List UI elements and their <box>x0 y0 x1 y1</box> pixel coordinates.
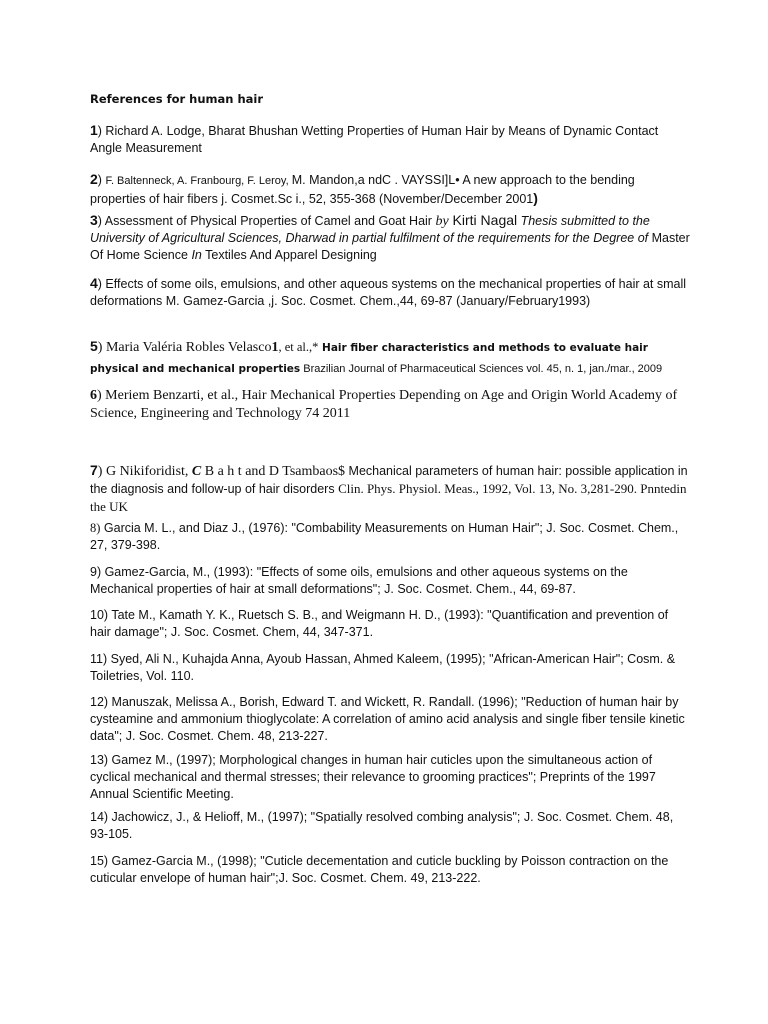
ref-authors-2: M. Mandon,a ndC . VAYSSI]L• <box>291 173 460 187</box>
reference-7 <box>90 462 690 516</box>
ref-text: ) <box>97 173 106 187</box>
ref-affil: 1 <box>271 340 279 355</box>
ref-text: A new approach to the bending properties of hair fibers j. Cosmet.Sc i., 52, 355-368 (November/December 2001 <box>90 173 635 206</box>
ref-author-2: B a h t and D Tsambaos$ <box>201 464 346 479</box>
reference-2 <box>90 171 690 208</box>
reference-9: 9) Gamez-Garcia, M., (1993): "Effects of some oils, emulsions and other aqueous systems on the Mechanical properties of hair at small deformations"; J. Soc. Cosmet. Chem., 44, 69-87. <box>90 565 628 596</box>
ref-number: 2 <box>90 171 98 187</box>
reference-3 <box>90 212 690 264</box>
page-title: References for human hair <box>90 92 264 106</box>
ref-journal: Clin. Phys. Physiol. Meas., 1992, Vol. 13, No. 3,281-290. Pnntedin the UK <box>90 481 687 514</box>
ref-authors: F. Baltenneck, A. Franbourg, F. Leroy, <box>105 175 292 187</box>
ref-by: by <box>435 214 449 229</box>
reference-1 <box>90 122 690 157</box>
reference-14: 14) Jachowicz, J., & Helioff, M., (1997); "Spatially resolved combing analysis"; J. Soc. Cosmet. Chem. 48, 93-105. <box>90 810 674 841</box>
ref-author: ) Maria Valéria Robles Velasco <box>97 340 272 355</box>
ref-etal: , et al.,* <box>278 340 319 354</box>
reference-15: 15) Gamez-Garcia M., (1998); "Cuticle decementation and cuticle buckling by Poisson contraction on the cuticular envelope of human hair";J. Soc. Cosmet. Chem. 49, 213-222. <box>90 854 669 885</box>
ref-number: 1 <box>90 122 98 138</box>
ref-author: ) G Nikiforidist, <box>97 464 192 479</box>
ref-paren: ) <box>533 190 538 206</box>
ref-number: 6 <box>90 388 97 403</box>
ref-number: 7 <box>90 462 98 478</box>
ref-in: In <box>191 248 202 262</box>
ref-journal: Brazilian Journal of Pharmaceutical Sciences vol. 45, n. 1, jan./mar., 2009 <box>300 363 663 375</box>
reference-13: 13) Gamez M., (1997); Morphological changes in human hair cuticles upon the simultaneous action of cyclical mechanical and thermal stresses; their relevance to grooming practices"; Preprints of the 1997 Annual Scientific Meeting. <box>90 753 656 801</box>
reference-5 <box>90 336 690 379</box>
reference-12: 12) Manuszak, Melissa A., Borish, Edward T. and Wickett, R. Randall. (1996); "Reduction of human hair by cysteamine and ammonium thioglycolate: A correlation of amino acid analysis and single fiber tensile kinetic data"; J. Soc. Cosmet. Chem. 48, 213-227. <box>90 695 685 743</box>
ref-initial: C <box>191 464 202 479</box>
ref-number: 5 <box>90 338 98 354</box>
ref-degree: Master Of Home Science <box>90 231 690 262</box>
ref-author: Kirti Nagal <box>448 212 518 228</box>
ref-number: 8) <box>90 521 101 535</box>
reference-4 <box>90 275 690 310</box>
ref-text: ) Assessment of Physical Properties of Camel and Goat Hair <box>97 214 436 228</box>
ref-field: Textiles And Apparel Designing <box>201 248 377 262</box>
reference-8 <box>90 520 690 554</box>
ref-thesis: Thesis submitted to the University of Agricultural Sciences, Dharwad in partial fulfilment of the requirements for the Degree of <box>90 214 650 245</box>
ref-number: 4 <box>90 275 98 291</box>
ref-text: ) Richard A. Lodge, Bharat Bhushan Wetting Properties of Human Hair by Means of Dynamic Contact Angle Measurement <box>90 124 659 155</box>
ref-text: Garcia M. L., and Diaz J., (1976): "Combability Measurements on Human Hair"; J. Soc. Cosmet. Chem., 27, 379-398. <box>90 521 679 552</box>
ref-text: ) Meriem Benzarti, et al., Hair Mechanical Properties Depending on Age and Origin World Academy of Science, Engineering and Technology 74 2011 <box>90 388 678 421</box>
ref-text: ) Effects of some oils, emulsions, and other aqueous systems on the mechanical properties of hair at small deformations M. Gamez-Garcia ,j. Soc. Cosmet. Chem.,44, 69-87 (January/February1993) <box>90 277 687 308</box>
ref-number: 3 <box>90 212 98 228</box>
ref-text: Mechanical parameters of human hair: possible application in the diagnosis and follow-up of hair disorders <box>90 464 688 496</box>
reference-10: 10) Tate M., Kamath Y. K., Ruetsch S. B., and Weigmann H. D., (1993): "Quantification and prevention of hair damage"; J. Soc. Cosmet. Chem, 44, 347-371. <box>90 608 669 639</box>
reference-6 <box>90 387 690 423</box>
ref-title: Hair fiber characteristics and methods to evaluate hair physical and mechanical properties <box>90 342 648 375</box>
reference-11: 11) Syed, Ali N., Kuhajda Anna, Ayoub Hassan, Ahmed Kaleem, (1995); "African-American Hair"; Cosm. & Toiletries, Vol. 110. <box>90 652 676 683</box>
